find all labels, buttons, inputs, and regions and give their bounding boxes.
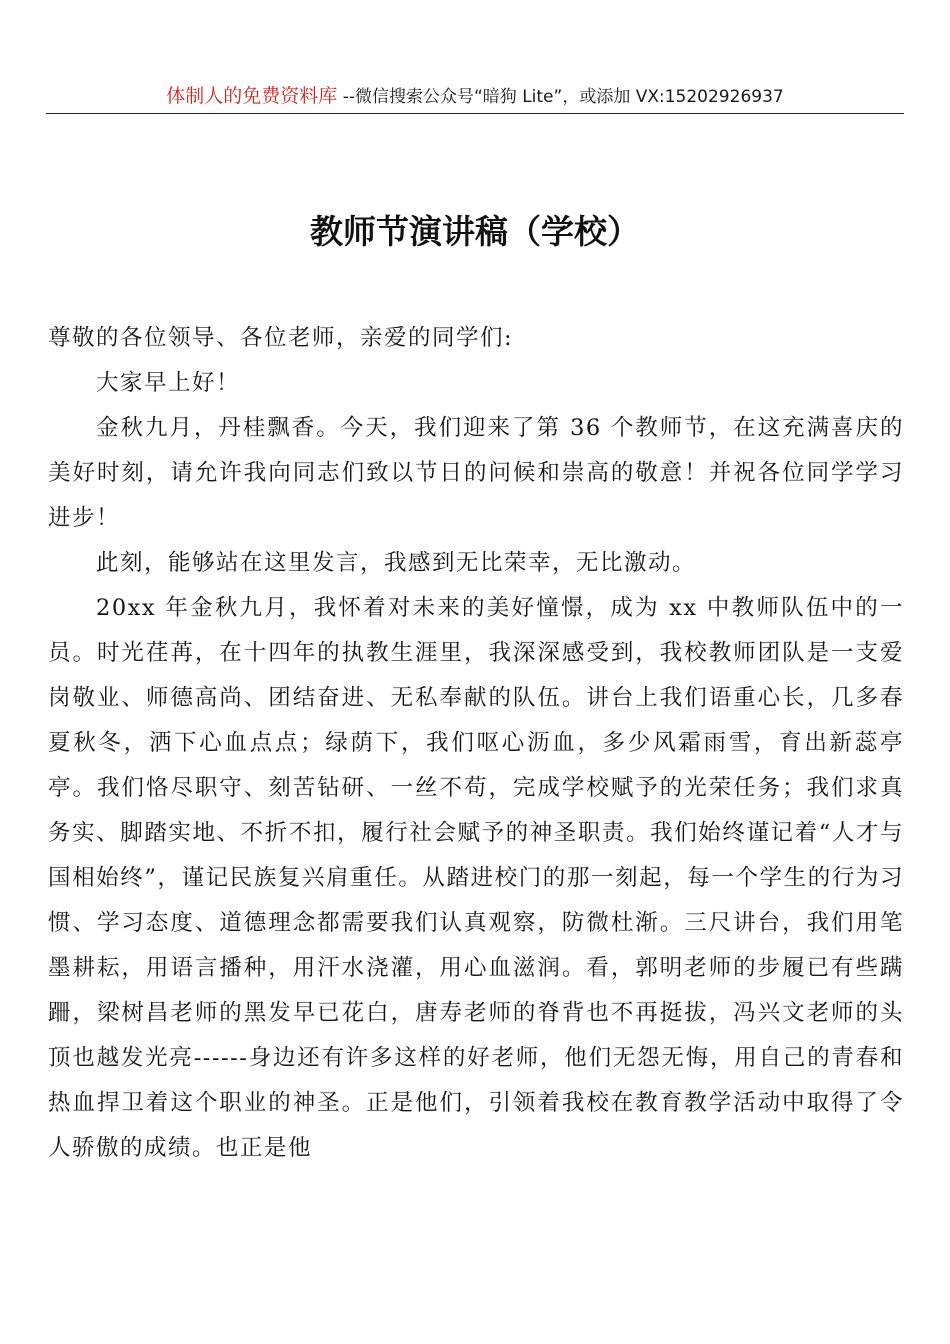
document-title: 教师节演讲稿（学校） [310,212,640,251]
header-brand: 体制人的免费资料库 [166,85,338,107]
paragraph: 大家早上好！ [96,370,241,396]
watermark-header [46,84,904,109]
header-contact: --微信搜索公众号“暗狗 Lite”，或添加 VX:15202926937 [337,87,784,107]
header-divider [46,113,904,114]
document-body [48,316,904,1171]
paragraph: 金秋九月，丹桂飘香。今天，我们迎来了第 36 个教师节，在这充满喜庆的美好时刻，请允许我向同志们致以节日的问候和崇高的敬意！并祝各位同学学习进步！ [48,415,904,531]
paragraph: 此刻，能够站在这里发言，我感到无比荣幸，无比激动。 [96,550,697,576]
salutation: 尊敬的各位领导、各位老师，亲爱的同学们: [48,325,514,351]
paragraph: 20xx 年金秋九月，我怀着对未来的美好憧憬，成为 xx 中教师队伍中的一员。时光荏苒，在十四年的执教生涯里，我深深感受到，我校教师团队是一支爱岗敬业、师德高尚、团结奋进、无私奉献的队伍。讲台上我们语重心长，几多春夏秋冬，洒下心血点点；绿荫下，我们呕心沥血，多少风霜雨雪，育出新蕊亭亭。我们恪尽职守、刻苦钻研、一丝不苟，完成学校赋予的光荣任务；我们求真务实、脚踏实地、不折不扣，履行社会赋予的神圣职责。我们始终谨记着“人才与国相始终”，谨记民族复兴肩重任。从踏进校门的那一刻起，每一个学生的行为习惯、学习态度、道德理念都需要我们认真观察，防微杜渐。三尺讲台，我们用笔墨耕耘，用语言播种，用汗水浇灌，用心血滋润。看，郭明老师的步履已有些蹒跚，梁树昌老师的黑发早已花白，唐寿老师的脊背也不再挺拔，冯兴文老师的头顶也越发光亮------身边还有许多这样的好老师，他们无怨无悔，用自己的青春和热血捍卫着这个职业的神圣。正是他们，引领着我校在教育教学活动中取得了令人骄傲的成绩。也正是他 [48,595,904,1161]
